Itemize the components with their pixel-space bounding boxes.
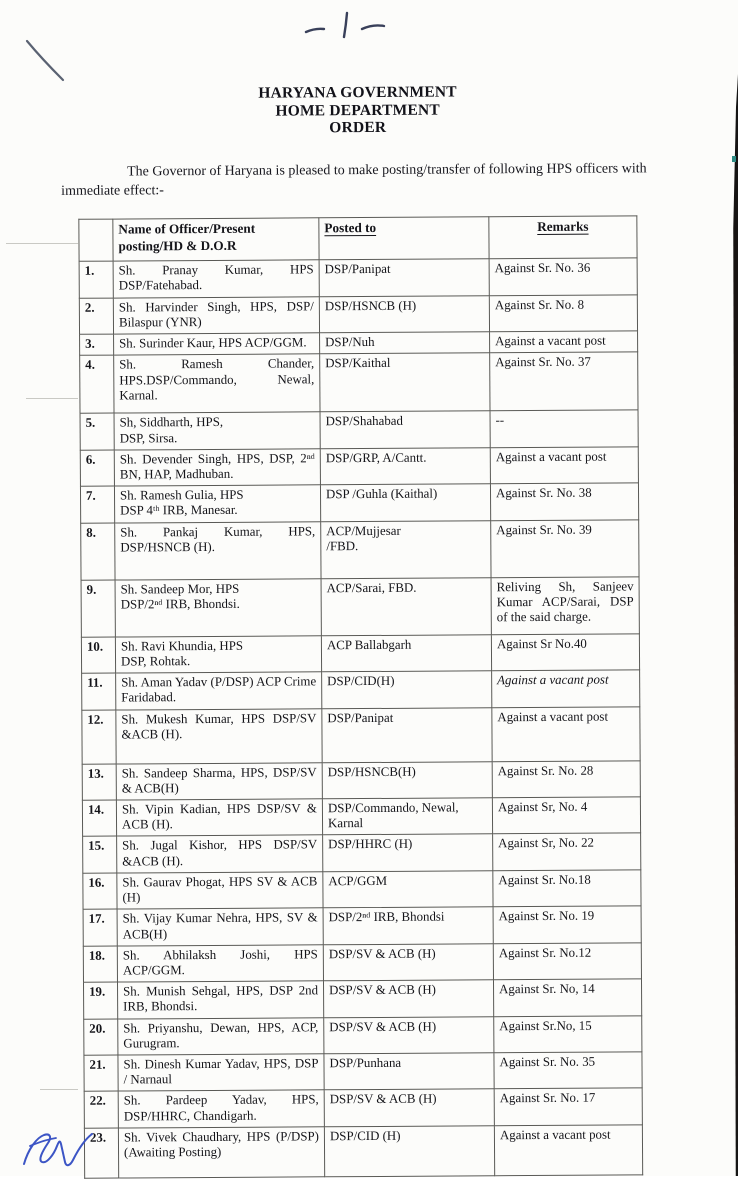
posted-to: ACP/Sarai, FBD. xyxy=(321,577,491,635)
column-header-serial xyxy=(79,219,113,261)
posted-to: DSP/Nuh xyxy=(320,332,490,354)
table-row xyxy=(79,258,637,298)
officer-name: Sh. Mukesh Kumar, HPS DSP/SV &ACB (H). xyxy=(116,708,322,763)
remarks-text: Against Sr. No, 14 xyxy=(493,979,641,1016)
remarks-text: Against Sr. No. 39 xyxy=(491,520,639,578)
row-serial: 9. xyxy=(81,580,115,637)
posted-to: DSP/Shahabad xyxy=(320,411,490,448)
table-row xyxy=(84,1125,642,1178)
officer-name: Sh. Priyanshu, Dewan, HPS, ACP, Gurugram. xyxy=(118,1017,324,1055)
intro-paragraph: The Governor of Haryana is pleased to make posting/transfer of following HPS officers with immediate effect:- xyxy=(61,160,647,200)
officer-name: Sh. Ramesh Gulia, HPS DSP 4ᵗʰ IRB, Manesar. xyxy=(114,485,320,523)
posted-to: DSP/Panipat xyxy=(322,707,492,762)
officer-name: Sh. Sandeep Sharma, HPS, DSP/SV & ACB(H) xyxy=(116,762,322,800)
officer-name: Sh. Harvinder Singh, HPS, DSP/ Bilaspur (YNR) xyxy=(113,296,319,334)
remarks-text: Against Sr. No. 8 xyxy=(489,295,637,332)
officer-name: Sh. Gaurav Phogat, HPS SV & ACB (H) xyxy=(117,872,323,910)
document-heading xyxy=(0,82,727,139)
heading-department: HOME DEPARTMENT xyxy=(275,101,440,120)
officer-name: Sh. Abhilaksh Joshi, HPS ACP/GGM. xyxy=(117,945,323,983)
table-row xyxy=(83,870,641,910)
posted-to: DSP/2ⁿᵈ IRB, Bhondsi xyxy=(323,907,493,944)
officer-name: Sh. Sandeep Mor, HPS DSP/2ⁿᵈ IRB, Bhondsi. xyxy=(115,578,321,636)
officer-name: Sh. Aman Yadav (P/DSP) ACP Crime Faridabad. xyxy=(116,672,322,710)
row-serial: 20. xyxy=(84,1019,118,1056)
handwritten-initials xyxy=(16,1124,106,1176)
officer-name: Sh. Pankaj Kumar, HPS, DSP/HSNCB (H). xyxy=(115,521,321,579)
remarks-text: Against Sr. No. 38 xyxy=(490,483,638,520)
table-row xyxy=(84,1052,642,1092)
table-header-row xyxy=(79,216,637,261)
posted-to: DSP/Kaithal xyxy=(320,353,490,412)
posted-to: DSP/HHRC (H) xyxy=(323,834,493,871)
row-serial: 13. xyxy=(82,764,116,801)
remarks-text: Against Sr, No. 22 xyxy=(493,833,641,870)
posted-to: DSP/GRP, A/Cantt. xyxy=(320,448,490,485)
posted-to: DSP/SV & ACB (H) xyxy=(323,980,493,1017)
table-row xyxy=(80,352,638,413)
table-row xyxy=(84,1015,642,1055)
officer-name: Sh. Ravi Khundia, HPS DSP, Rohtak. xyxy=(115,635,321,673)
remarks-text: Against a vacant post xyxy=(494,1125,642,1176)
row-serial: 11. xyxy=(82,673,116,710)
posted-to: DSP/HSNCB (H) xyxy=(319,295,489,332)
remarks-text: Against Sr No.40 xyxy=(491,634,639,671)
table-row xyxy=(81,577,639,637)
remarks-text: Against Sr. No.18 xyxy=(493,870,641,907)
remarks-text: -- xyxy=(490,410,638,447)
row-serial: 17. xyxy=(83,909,117,946)
column-header-name: Name of Officer/Present posting/HD & D.O.R xyxy=(113,218,319,261)
row-serial: 8. xyxy=(81,523,115,580)
posted-to: DSP/SV & ACB (H) xyxy=(323,943,493,980)
posted-to: DSP/CID (H) xyxy=(324,1126,494,1177)
officer-name: Sh. Vijay Kumar Nehra, HPS, SV & ACB(H) xyxy=(117,908,323,946)
row-serial: 21. xyxy=(84,1055,118,1092)
table-row xyxy=(82,706,640,763)
officer-name: Sh, Siddharth, HPS, DSP, Sirsa. xyxy=(114,412,320,450)
posted-to: DSP/CID(H) xyxy=(322,671,492,708)
posted-to: DSP/Commando, Newal, Karnal xyxy=(322,798,492,835)
row-serial: 12. xyxy=(82,710,116,764)
row-serial: 10. xyxy=(81,637,115,674)
heading-order: ORDER xyxy=(329,118,387,137)
posted-to: ACP/Mujjesar /FBD. xyxy=(321,520,491,578)
remarks-text: Against a vacant post xyxy=(490,331,638,353)
column-header-posted-to: Posted to xyxy=(319,217,489,260)
remarks-text: Against Sr. No. 17 xyxy=(494,1088,642,1125)
remarks-text: Against Sr. No. 19 xyxy=(493,906,641,943)
remarks-text: Against Sr. No.12 xyxy=(493,943,641,980)
officer-name: Sh. Pranay Kumar, HPS DSP/Fatehabad. xyxy=(113,260,319,298)
table-row xyxy=(83,833,641,873)
table-row xyxy=(81,634,639,674)
column-header-remarks: Remarks xyxy=(489,216,637,259)
posted-to: DSP/Panipat xyxy=(319,259,489,296)
heading-government: HARYANA GOVERNMENT xyxy=(258,83,457,102)
row-serial: 19. xyxy=(83,982,117,1019)
posted-to: ACP/GGM xyxy=(323,871,493,908)
row-serial: 4. xyxy=(80,355,114,413)
remarks-text: Against Sr. No. 37 xyxy=(490,352,638,411)
posting-transfer-table xyxy=(78,216,643,1179)
table-row xyxy=(80,483,638,523)
officer-name: Sh. Vipin Kadian, HPS DSP/SV & ACB (H). xyxy=(116,799,322,837)
table-row xyxy=(80,447,638,487)
posted-to: DSP/Punhana xyxy=(324,1053,494,1090)
row-serial: 22. xyxy=(84,1092,118,1129)
table-row xyxy=(81,520,639,580)
remarks-text: Against Sr, No. 4 xyxy=(492,797,640,834)
row-serial: 18. xyxy=(83,946,117,983)
posted-to: ACP Ballabgarh xyxy=(321,634,491,671)
officer-name: Sh. Pardeep Yadav, HPS, DSP/HHRC, Chandigarh. xyxy=(118,1090,324,1128)
row-serial: 3. xyxy=(80,334,114,355)
row-serial: 2. xyxy=(79,298,113,335)
row-serial: 14. xyxy=(82,800,116,837)
remarks-text: Against Sr. No. 36 xyxy=(489,258,637,295)
posted-to: DSP/HSNCB(H) xyxy=(322,761,492,798)
remarks-text: Against Sr. No. 28 xyxy=(492,760,640,797)
remarks-text: Against Sr.No, 15 xyxy=(494,1015,642,1052)
row-serial: 7. xyxy=(80,486,114,523)
row-serial: 15. xyxy=(83,836,117,873)
posted-to: DSP/SV & ACB (H) xyxy=(324,1089,494,1126)
table-row xyxy=(80,410,638,450)
officer-name: Sh. Surinder Kaur, HPS ACP/GGM. xyxy=(114,333,320,355)
remarks-text: Against Sr. No. 35 xyxy=(494,1052,642,1089)
officer-name: Sh. Ramesh Chander, HPS.DSP/Commando, Newal, Karnal. xyxy=(114,354,320,413)
remarks-text: Reliving Sh, Sanjeev Kumar ACP/Sarai, DSP of the said charge. xyxy=(491,577,639,635)
remarks-text: Against a vacant post xyxy=(492,670,640,707)
remarks-text: Against a vacant post xyxy=(492,706,640,761)
table-body xyxy=(79,258,643,1178)
table-row xyxy=(83,979,641,1019)
table-row xyxy=(79,295,637,335)
table-row xyxy=(82,797,640,837)
table-row xyxy=(84,1088,642,1128)
table-row xyxy=(82,760,640,800)
officer-name: Sh. Jugal Kishor, HPS DSP/SV &ACB (H). xyxy=(117,835,323,873)
row-serial: 6. xyxy=(80,450,114,487)
row-serial: 1. xyxy=(79,261,113,298)
table-row xyxy=(82,670,640,710)
officer-name: Sh. Dinesh Kumar Yadav, HPS, DSP / Narnaul xyxy=(118,1054,324,1092)
row-serial: 5. xyxy=(80,413,114,450)
posted-to: DSP/SV & ACB (H) xyxy=(324,1016,494,1053)
officer-name: Sh. Devender Singh, HPS, DSP, 2ⁿᵈ BN, HAP, Madhuban. xyxy=(114,449,320,487)
table-row xyxy=(83,943,641,983)
remarks-text: Against a vacant post xyxy=(490,447,638,484)
table-row xyxy=(83,906,641,946)
officer-name: Sh. Vivek Chaudhary, HPS (P/DSP) (Awaiting Posting) xyxy=(118,1127,324,1178)
row-serial: 23. xyxy=(84,1128,118,1178)
officer-name: Sh. Munish Sehgal, HPS, DSP 2nd IRB, Bhondsi. xyxy=(117,981,323,1019)
posted-to: DSP /Guhla (Kaithal) xyxy=(320,484,490,521)
row-serial: 16. xyxy=(83,873,117,910)
